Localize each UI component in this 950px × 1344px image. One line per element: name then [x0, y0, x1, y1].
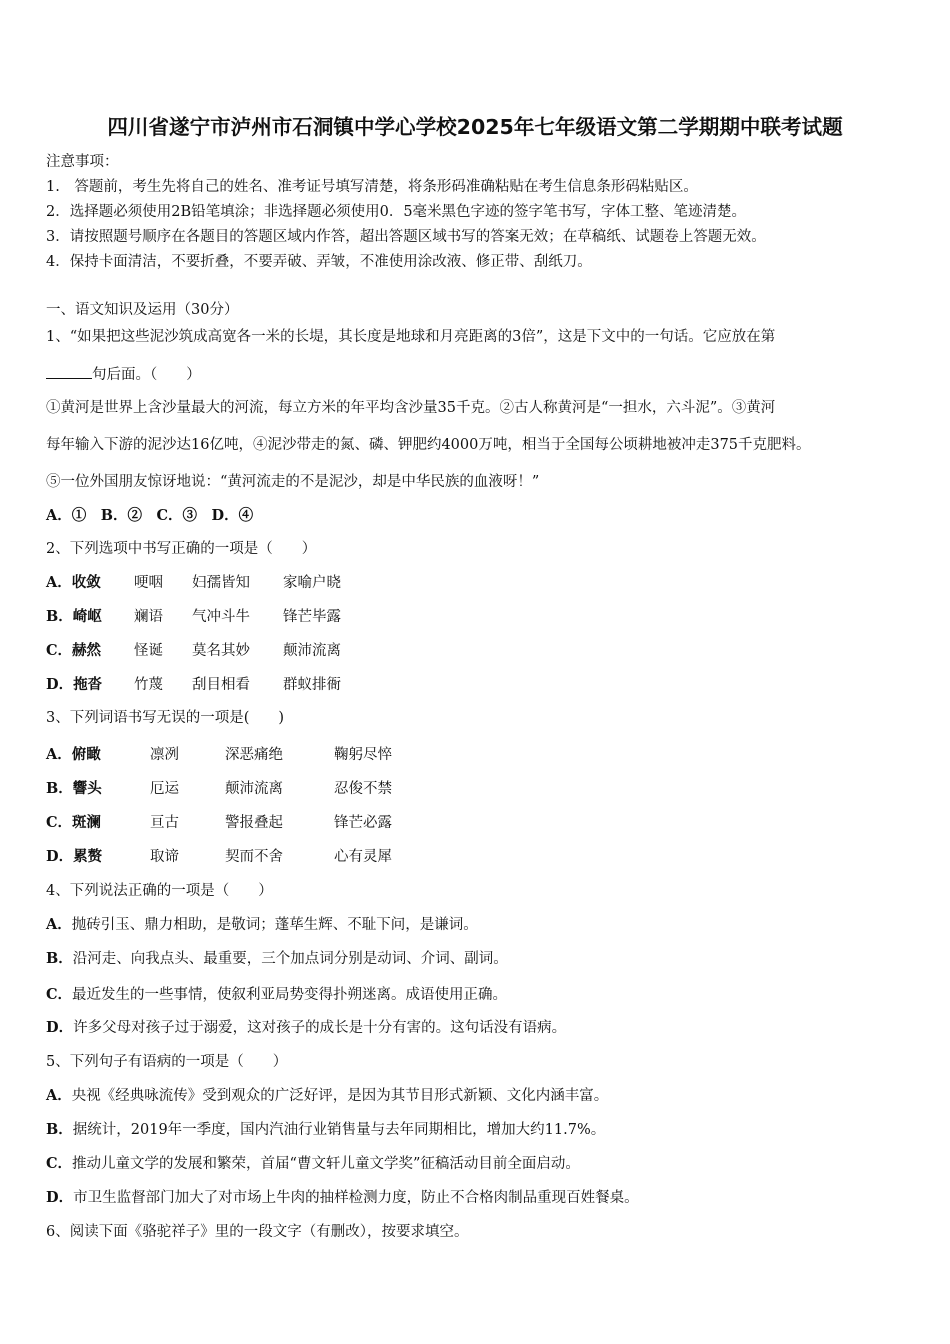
q4-option: B．沿河走、向我点头、最重要，三个加点词分别是动词、介词、副词。: [46, 950, 508, 967]
option-word: 凛冽: [150, 747, 179, 763]
option-letter: C．: [46, 1155, 73, 1172]
q4-option: C．最近发生的一些事情，使叙利亚局势变得扑朔迷离。成语使用正确。: [46, 986, 508, 1003]
option-word: B．響头: [46, 780, 102, 797]
answer-blank: [46, 364, 92, 379]
q2-stem: 2、下列选项中书写正确的一项是（ ）: [46, 541, 317, 557]
option-word: 厄运: [150, 781, 179, 797]
option-word: 心有灵犀: [334, 849, 392, 865]
q5-option: C．推动儿童文学的发展和繁荣，首届“曹文轩儿童文学奖”征稿活动目前全面启动。: [46, 1155, 580, 1172]
option-letter: C．: [46, 986, 73, 1003]
option-letter: B．: [46, 950, 73, 967]
q3-stem: 3、下列词语书写无误的一项是( ): [46, 710, 285, 726]
option-word: 锋芒毕露: [283, 609, 341, 625]
q1-passage: ①黄河是世界上含沙量最大的河流，每立方米的年平均含沙量35千克。②古人称黄河是“一担水，六斗泥”。③黄河: [46, 400, 776, 416]
option-word: 颠沛流离: [283, 643, 341, 659]
option-word: 深恶痛绝: [225, 747, 283, 763]
notice-heading: 注意事项：: [46, 154, 119, 170]
option-word: 忍俊不禁: [334, 781, 392, 797]
notice-item: 4．保持卡面清洁，不要折叠，不要弄破、弄皱，不准使用涂改液、修正带、刮纸刀。: [46, 254, 592, 270]
q1-passage: 每年输入下游的泥沙达16亿吨，④泥沙带走的氮、磷、钾肥约4000万吨，相当于全国每公顷耕地被冲走375千克肥料。: [46, 437, 811, 453]
q6-stem: 6、阅读下面《骆驼祥子》里的一段文字（有删改），按要求填空。: [46, 1224, 469, 1240]
option-word: A．收敛: [46, 574, 101, 591]
option-word: B．崎岖: [46, 608, 102, 625]
option-word: 颠沛流离: [225, 781, 283, 797]
option-word: C．斑澜: [46, 814, 102, 831]
q5-option: B．据统计，2019年一季度，国内汽油行业销售量与去年同期相比，增加大约11.7%。: [46, 1121, 606, 1138]
option-word: 家喻户晓: [283, 575, 341, 591]
option-word: 群蚁排衙: [283, 677, 341, 693]
notice-item: 1. 答题前，考生先将自己的姓名、准考证号填写清楚，将条形码准确粘贴在考生信息条形码粘贴区。: [46, 179, 698, 195]
notice-item: 3．请按照题号顺序在各题目的答题区域内作答，超出答题区域书写的答案无效；在草稿纸、试题卷上答题无效。: [46, 229, 766, 245]
q1-stem: 1、“如果把这些泥沙筑成高宽各一米的长堤，其长度是地球和月亮距离的3倍”，这是下文中的一句话。它应放在第: [46, 329, 776, 345]
option-letter: D．: [46, 1019, 74, 1036]
q5-option: D．市卫生监督部门加大了对市场上牛肉的抽样检测力度，防止不合格肉制品重现百姓餐桌。: [46, 1189, 639, 1206]
option-word: 妇孺皆知: [192, 575, 250, 591]
q4-stem: 4、下列说法正确的一项是（ ）: [46, 883, 273, 899]
option-word: 亘古: [150, 815, 179, 831]
q4-option: D．许多父母对孩子过于溺爱，这对孩子的成长是十分有害的。这句话没有语病。: [46, 1019, 567, 1036]
option-word: 竹蔑: [134, 677, 163, 693]
q1-options: A．① B．② C．③ D．④: [46, 507, 254, 524]
option-word: 莫名其妙: [192, 643, 250, 659]
option-word: 气冲斗牛: [192, 609, 250, 625]
option-letter: D．: [46, 1189, 74, 1206]
option-word: 契而不舍: [225, 849, 283, 865]
option-word: D．累赘: [46, 848, 103, 865]
option-word: 锋芒必露: [334, 815, 392, 831]
q1-stem-tail: 句后面。（ ）: [92, 367, 201, 383]
q5-stem: 5、下列句子有语病的一项是（ ）: [46, 1054, 288, 1070]
option-letter: B．: [46, 1121, 73, 1138]
option-word: 哽咽: [134, 575, 163, 591]
option-word: A．俯瞰: [46, 746, 101, 763]
option-letter: A．: [46, 916, 72, 933]
q4-option: A．抛砖引玉、鼎力相助，是敬词；蓬荜生辉、不耻下问，是谦词。: [46, 916, 478, 933]
notice-item: 2．选择题必须使用2B铅笔填涂；非选择题必须使用0．5毫米黑色字迹的签字笔书写，字体工整、笔迹清楚。: [46, 204, 747, 220]
page-title: 四川省遂宁市泸州市石洞镇中学心学校2025年七年级语文第二学期期中联考试题: [107, 115, 843, 139]
option-word: 刮目相看: [192, 677, 250, 693]
option-word: 取谛: [150, 849, 179, 865]
option-letter: A．: [46, 1087, 72, 1104]
q5-option: A．央视《经典咏流传》受到观众的广泛好评，是因为其节目形式新颖、文化内涵丰富。: [46, 1087, 609, 1104]
option-word: 警报叠起: [225, 815, 283, 831]
option-word: 怪诞: [134, 643, 163, 659]
q1-stem-cont: [46, 364, 201, 385]
q1-passage: ⑤一位外国朋友惊讶地说：“黄河流走的不是泥沙，却是中华民族的血液呀！”: [46, 474, 540, 490]
option-word: D．拖沓: [46, 676, 103, 693]
option-word: 鞠躬尽悴: [334, 747, 392, 763]
option-word: 斓语: [134, 609, 163, 625]
section-heading: 一、语文知识及运用（30分）: [46, 302, 239, 318]
option-word: C．赫然: [46, 642, 102, 659]
